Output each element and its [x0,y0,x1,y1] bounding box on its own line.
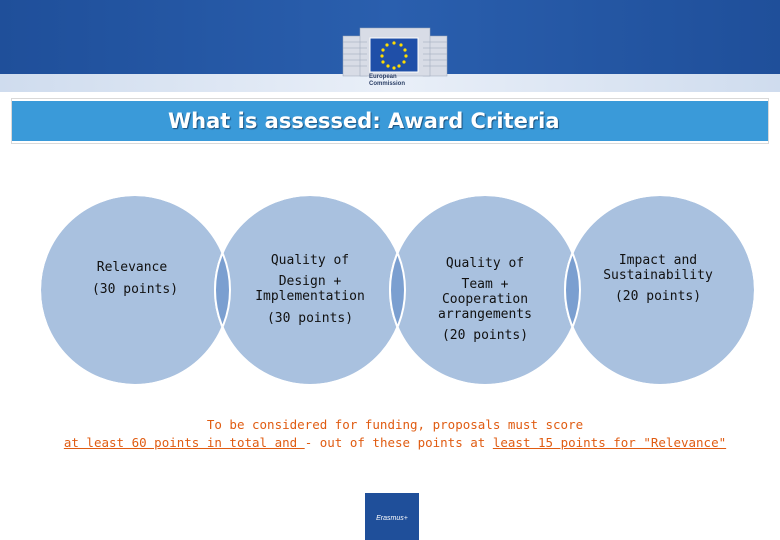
criterion-name-impact-1: Impact and [618,253,698,268]
funding-note-line1: To be considered for funding, proposals must score [206,417,584,432]
criterion-name-impact-2: Sustainability [603,268,713,283]
page-title: What is assessed: Award Criteria [168,109,560,133]
funding-note-threshold: at least 60 points in total and [63,435,305,450]
funding-note-relevance: least 15 points for "Relevance" [492,435,727,450]
funding-note-middle: - out of these points at [304,435,493,450]
criterion-name-relevance: Relevance [96,260,168,275]
criterion-points-team: (20 points) [441,328,529,343]
funding-note [60,416,730,452]
criterion-points-design: (30 points) [266,311,354,326]
logo-caption: European Commission [369,74,406,87]
criterion-name-team-1: Quality of [445,256,525,271]
criterion-name-design-3: Implementation [255,289,365,304]
criterion-name-design-1: Quality of [270,253,350,268]
funding-note-line2 [60,434,730,452]
criterion-name-team-2: Team + [461,277,509,292]
criterion-points-relevance: (30 points) [91,282,179,297]
criterion-points-impact: (20 points) [614,289,702,304]
criterion-name-design-2: Design + [278,274,342,289]
erasmus-logo-text: Erasmus+ [376,515,408,522]
erasmus-logo [365,493,419,540]
criterion-name-team-3: Cooperation [441,292,529,307]
criterion-name-team-4: arrangements [438,307,532,322]
